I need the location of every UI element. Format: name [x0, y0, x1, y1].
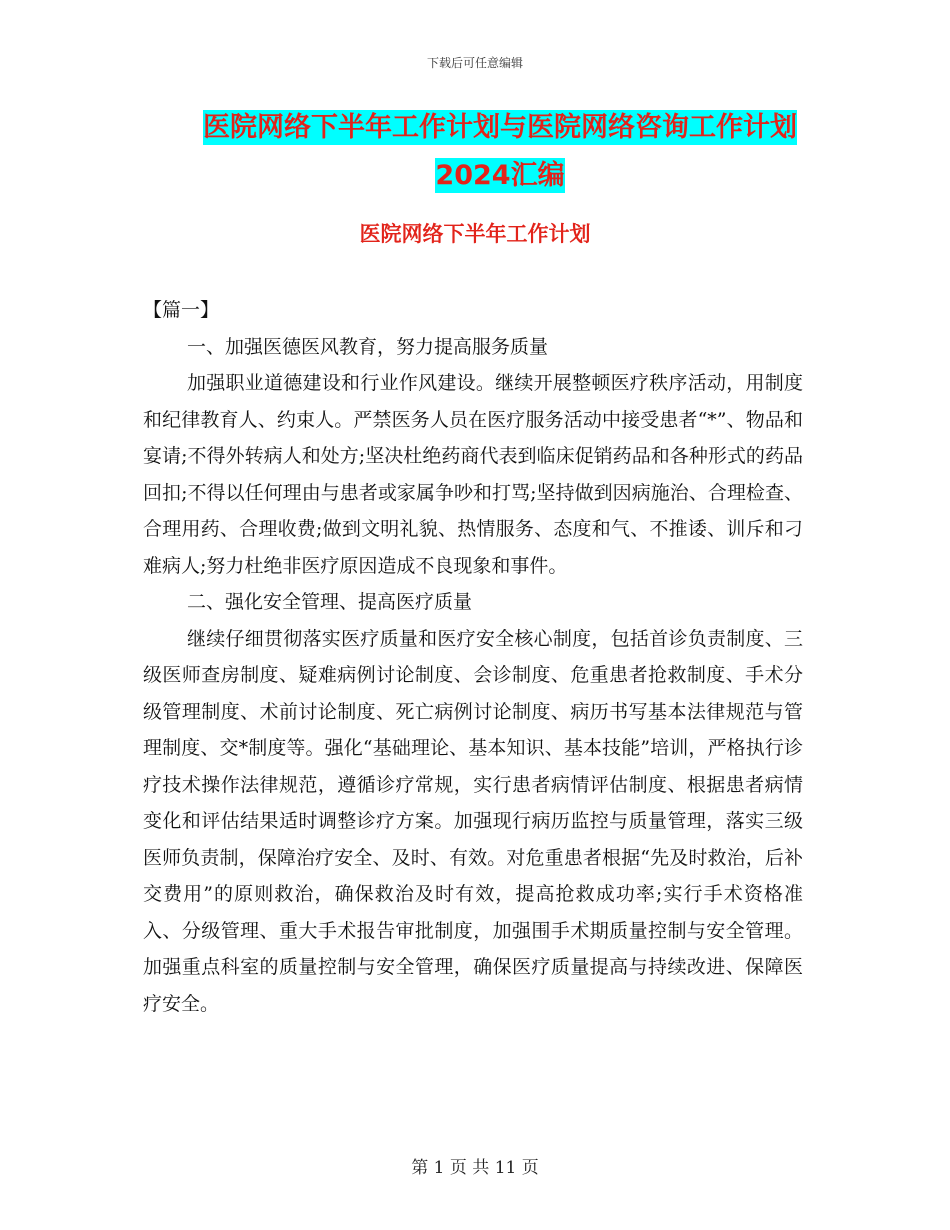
heading-1: 一、加强医德医风教育，努力提高服务质量 — [187, 335, 549, 358]
paragraph-2: 继续仔细贯彻落实医疗质量和医疗安全核心制度，包括首诊负责制度、三级医师查房制度、疑难病例讨论制度、会诊制度、危重患者抢救制度、手术分级管理制度、术前讨论制度、死亡病例讨论制度、病历书写基本法律规范与管理制度、交*制度等。强化“基础理论、基本知识、基本技能”培训，严格执行诊疗技术操作法律规范，遵循诊疗常规，实行患者病情评估制度、根据患者病情变化和评估结果适时调整诊疗方案。加强现行病历监控与质量管理，落实三级医师负责制，保障治疗安全、及时、有效。对危重患者根据“先及时救治，后补交费用”的原则救治，确保救治及时有效，提高抢救成功率;实行手术资格准入、分级管理、重大手术报告审批制度，加强围手术期质量控制与安全管理。加强重点科室的质量控制与安全管理，确保医疗质量提高与持续改进、保障医疗安全。 — [143, 627, 803, 1015]
paragraph-1: 加强职业道德建设和行业作风建设。继续开展整顿医疗秩序活动，用制度和纪律教育人、约束人。严禁医务人员在医疗服务活动中接受患者“*”、物品和宴请;不得外转病人和处方;坚决杜绝药商代表到临床促销药品和各种形式的药品回扣;不得以任何理由与患者或家属争吵和打骂;坚持做到因病施治、合理检查、合理用药、合理收费;做到文明礼貌、热情服务、态度和气、不推诿、训斥和刁难病人;努力杜绝非医疗原因造成不良现象和事件。 — [143, 372, 803, 577]
heading-2: 二、强化安全管理、提高医疗质量 — [187, 591, 473, 613]
title-line-2: 2024汇编 — [435, 160, 565, 191]
header-note: 下载后可任意编辑 — [426, 56, 523, 70]
title-line-1: 医院网络下半年工作计划与医院网络咨询工作计划 — [203, 112, 797, 143]
section-title: 医院网络下半年工作计划 — [359, 222, 591, 246]
document-body — [143, 292, 803, 1022]
part-label: 【篇一】 — [143, 299, 220, 321]
page-footer: 第 1 页 共 11 页 — [411, 1158, 539, 1178]
document-title — [140, 104, 860, 200]
